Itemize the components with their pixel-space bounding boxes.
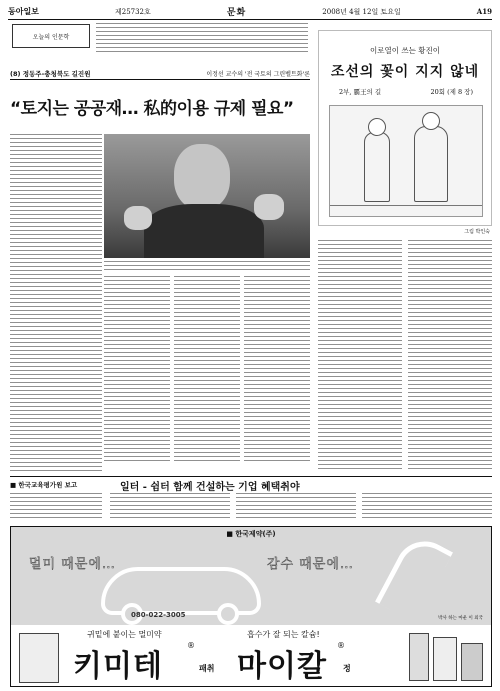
article-column-3 xyxy=(174,276,240,464)
article-headline: “토지는 공공재… 私的이용 규제 필요” xyxy=(10,99,294,119)
ad-phone: 080-022-3005 xyxy=(131,611,186,619)
product-box-icon xyxy=(433,637,457,681)
lower-column-4 xyxy=(362,493,492,521)
lower-column-1 xyxy=(10,493,102,521)
section-title: 문화 xyxy=(226,8,247,18)
ad-line-right: 감수 때문에… xyxy=(267,557,354,572)
wheel-icon xyxy=(217,603,239,625)
intro-text xyxy=(96,23,308,53)
article-column-4 xyxy=(244,276,310,464)
product-bottle-icon xyxy=(409,633,429,681)
interview-photo xyxy=(104,134,310,258)
registered-mark: ® xyxy=(337,641,345,650)
lower-article-headline: 일터 - 쉼터 함께 건설하는 기업 혜택취야 xyxy=(120,482,300,493)
photo-caption xyxy=(104,261,310,273)
product-name-right: 마이칼 xyxy=(237,649,327,684)
lower-column-2 xyxy=(110,493,230,521)
series-tag: (8) 정동주-충청북도 길진원 xyxy=(10,70,91,78)
product-box-icon xyxy=(19,633,59,683)
issue-number: 제25732호 xyxy=(114,7,151,16)
ad-tagline-left: 귀밑에 붙이는 멀미약 xyxy=(87,630,162,639)
serial-small-title: 이로열이 쓰는 황진이 xyxy=(370,46,440,55)
byline: 이정선 교수의 '전 국토의 그린벨트화'론 xyxy=(206,71,310,78)
ad-banner xyxy=(11,527,491,625)
issue-date: 2008년 4월 12일 토요일 xyxy=(322,7,401,16)
ad-line-left: 멀미 때문에… xyxy=(29,557,116,572)
registered-mark: ® xyxy=(187,641,195,650)
serial-subtitle xyxy=(339,87,473,96)
lower-column-3 xyxy=(236,493,356,521)
advertisement xyxy=(10,526,492,687)
article-column-1 xyxy=(10,134,102,474)
serial-chapter: 2부, 覇王의 길 xyxy=(339,88,382,96)
serial-column-2 xyxy=(408,240,492,470)
product-suffix-right: 정 xyxy=(343,664,351,673)
masthead xyxy=(8,4,492,20)
serial-column-1 xyxy=(318,240,402,470)
product-name-left: 키미테 xyxy=(73,649,163,684)
serial-illustration xyxy=(329,105,483,217)
divider xyxy=(10,79,310,80)
article-column-2 xyxy=(104,276,170,464)
cane-icon xyxy=(375,531,453,623)
product-bottle-icon xyxy=(461,643,483,681)
divider xyxy=(10,476,492,477)
serial-episode: 20회 (제 8 장) xyxy=(430,88,473,96)
ad-fine-print: 박사 하는 마운 이 외국 xyxy=(438,616,483,621)
ad-tagline-right: 흡수가 잘 되는 칼슘! xyxy=(247,630,320,639)
paper-name: 동아일보 xyxy=(8,7,39,16)
serial-novel-box xyxy=(318,30,492,226)
ad-brand: ■ 한국제약(주) xyxy=(226,530,276,538)
serial-title: 조선의 꽃이 지지 않네 xyxy=(330,64,480,80)
lower-article-tag: ■ 한국교육평가원 보고 xyxy=(10,481,78,489)
series-logo: 오늘의 인문학 xyxy=(12,24,90,48)
ad-products xyxy=(11,625,491,687)
page-number: A19 xyxy=(476,7,492,16)
illustration-credit: 그림 박인숙 xyxy=(464,229,490,235)
product-suffix-left: 패취 xyxy=(199,664,215,673)
